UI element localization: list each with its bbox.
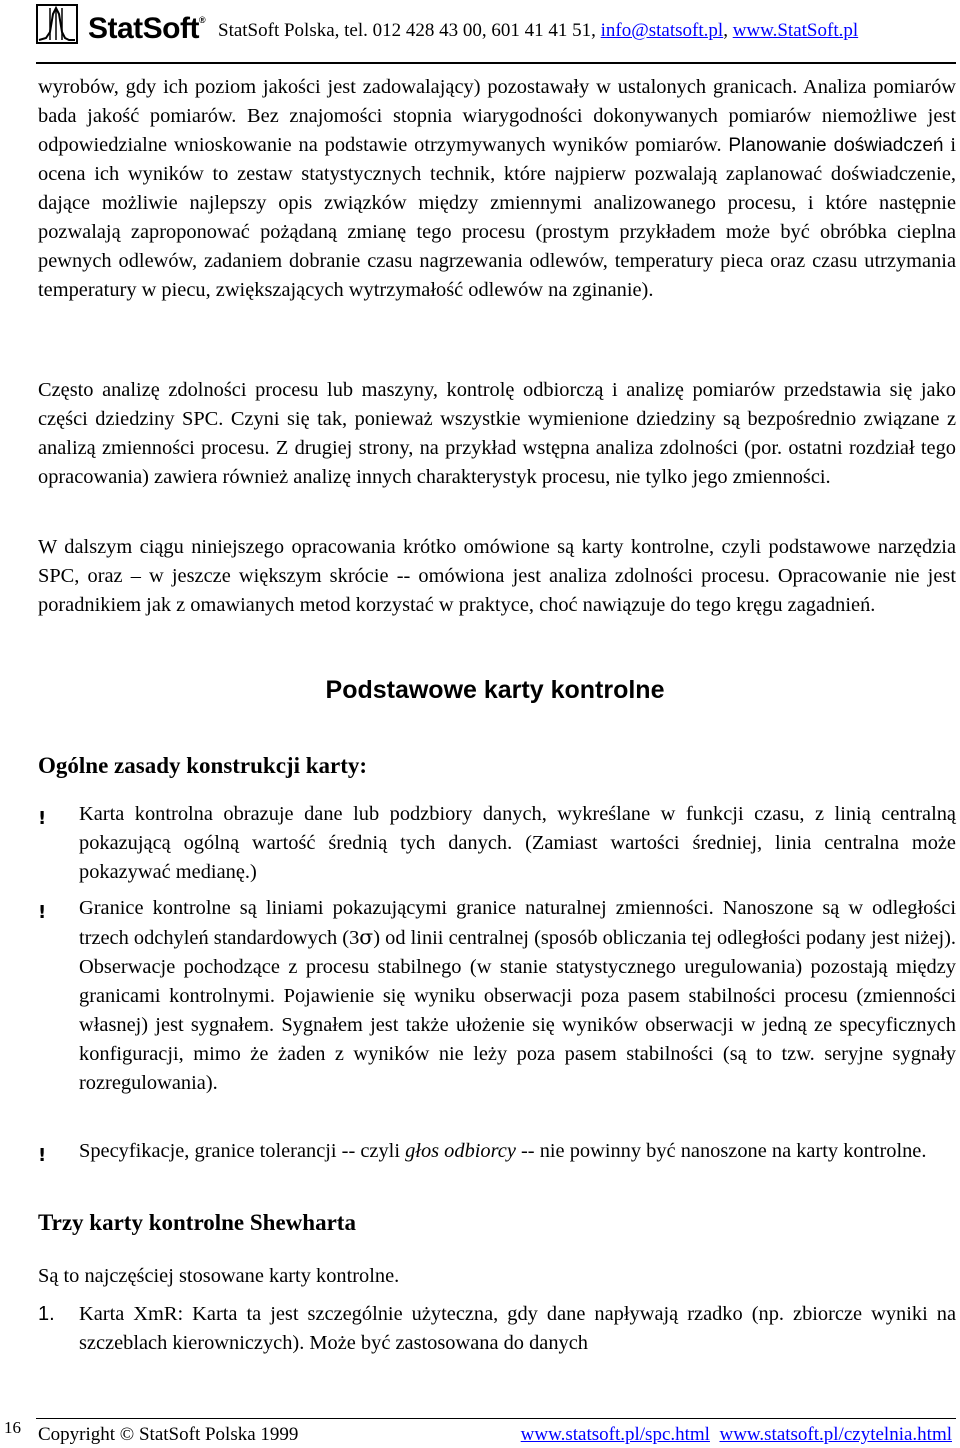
paragraph-3: W dalszym ciągu niniejszego opracowania krótko omówione są karty kontrolne, czyli podstawowe narzędzia SPC, oraz – w jeszcze większym skrócie -- omówiona jest analiza zdolności procesu. Opracowanie nie jest poradnikiem jak z omawianych metod korzystać w praktyce, choć nawiązuje do tego kręgu zagadnień.	[38, 536, 956, 616]
intro-line: Są to najczęściej stosowane karty kontrolne.	[38, 1265, 400, 1287]
voice-of-customer: głos odbiorcy	[405, 1140, 516, 1162]
czytelnia-link[interactable]: www.statsoft.pl/czytelnia.html	[719, 1424, 952, 1445]
section-title: Podstawowe karty kontrolne	[325, 676, 665, 704]
sigma-symbol: σ	[359, 925, 374, 949]
contact-text: StatSoft Polska, tel. 012 428 43 00, 601 41 41 51,	[218, 20, 601, 41]
email-link[interactable]: info@statsoft.pl	[600, 20, 724, 41]
page-header	[0, 0, 960, 66]
bullet-item-2: ! Granice kontrolne są liniami pokazującymi granice naturalnej zmienności. Nanoszone są w odległości trzech odchyleń standardowych (3σ) od linii centralnej (sposób obliczania tej odległości podany jest niżej). Obserwacje pochodzące z procesu stabilnego (w stanie statystycznego uregulowania) pozostają między granicami kontrolnymi. Pojawienie się wyniku obserwacji poza pasem stabilności procesu (zmienności własnej) jest sygnałem. Sygnałem jest także ułożenie się wyników obserwacji w jedną ze specyficznych konfiguracji, mimo że żaden z wyników nie leży poza pasem stabilności (są to tzw. seryjne sygnały rozregulowania).	[38, 897, 956, 1094]
logo-text: StatSoft®	[88, 12, 206, 45]
footer-copyright: Copyright © StatSoft Polska 1999	[38, 1424, 299, 1445]
page-number: 16	[4, 1418, 21, 1437]
footer-divider	[36, 1418, 956, 1419]
bullet-item-1: ! Karta kontrolna obrazuje dane lub podzbiory danych, wykreślane w funkcji czasu, z linią centralną pokazującą ogólną wartość średnią tych danych. (Zamiast wartości średniej, linia centralna może pokazywać medianę.)	[38, 803, 956, 883]
numbered-item-1: 1. Karta XmR: Karta ta jest szczególnie użyteczna, gdy dane napływają rzadko (np. zbiorcze wyniki na szczeblach kierowniczych). Może być zastosowana do danych	[38, 1300, 956, 1358]
bullet-item-3: ! Specyfikacje, granice tolerancji -- czyli głos odbiorcy -- nie powinny być nanoszone na karty kontrolne.	[38, 1137, 956, 1166]
exclamation-bullet-icon: !	[38, 808, 47, 829]
header-contact: StatSoft Polska, tel. 012 428 43 00, 601 41 41 51, info@statsoft.pl, www.StatSoft.pl	[218, 20, 859, 41]
subheading-shewhart: Trzy karty kontrolne Shewharta	[38, 1210, 356, 1235]
header-divider	[36, 62, 956, 64]
paragraph-1: wyrobów, gdy ich poziom jakości jest zadowalający) pozostawały w ustalonych granicach. Analiza pomiarów bada jakość pomiarów. Bez znajomości stopnia wiarygodności dokonywanych pomiarów niemożliwe jest odpowiedzialne wnioskowanie na podstawie otrzymywanych wyników pomiarów. Planowanie doświadczeń i ocena ich wyników to zestaw statystycznych technik, które najpierw pozwalają zaplanować doświadczenie, dające możliwie najlepszy opis związków między zmiennymi analizowanego procesu, i które następnie pozwalają zaproponować pożądaną zmianę tego procesu (prostym przykładem może być obróbka cieplna pewnych odlewów, zadaniem dobranie czasu nagrzewania odlewów, temperatury pieca oraz czasu utrzymania temperatury w piecu, zwiększających wytrzymałość odlewów na zginanie).	[38, 76, 956, 301]
footer-links	[521, 1424, 952, 1446]
term-planowanie: Planowanie doświadczeń	[728, 135, 944, 156]
exclamation-bullet-icon: !	[38, 902, 47, 923]
spc-link[interactable]: www.statsoft.pl/spc.html	[520, 1424, 710, 1445]
website-link[interactable]: www.StatSoft.pl	[732, 20, 859, 41]
paragraph-2: Często analizę zdolności procesu lub maszyny, kontrolę odbiorczą i analizę pomiarów przedstawia się jako części dziedziny SPC. Czyni się tak, ponieważ wszystkie wymienione dziedziny są bezpośrednio związane z analizą zmienności procesu. Z drugiej strony, na przykład wstępna analiza zdolności (por. ostatni rozdział tego opracowania) zawiera również analizę innych charakterystyk procesu, nie tylko jego zmienności.	[38, 379, 956, 488]
item-number: 1.	[38, 1303, 55, 1325]
subheading-construction: Ogólne zasady konstrukcji karty:	[38, 753, 368, 778]
exclamation-bullet-icon: !	[38, 1145, 47, 1166]
